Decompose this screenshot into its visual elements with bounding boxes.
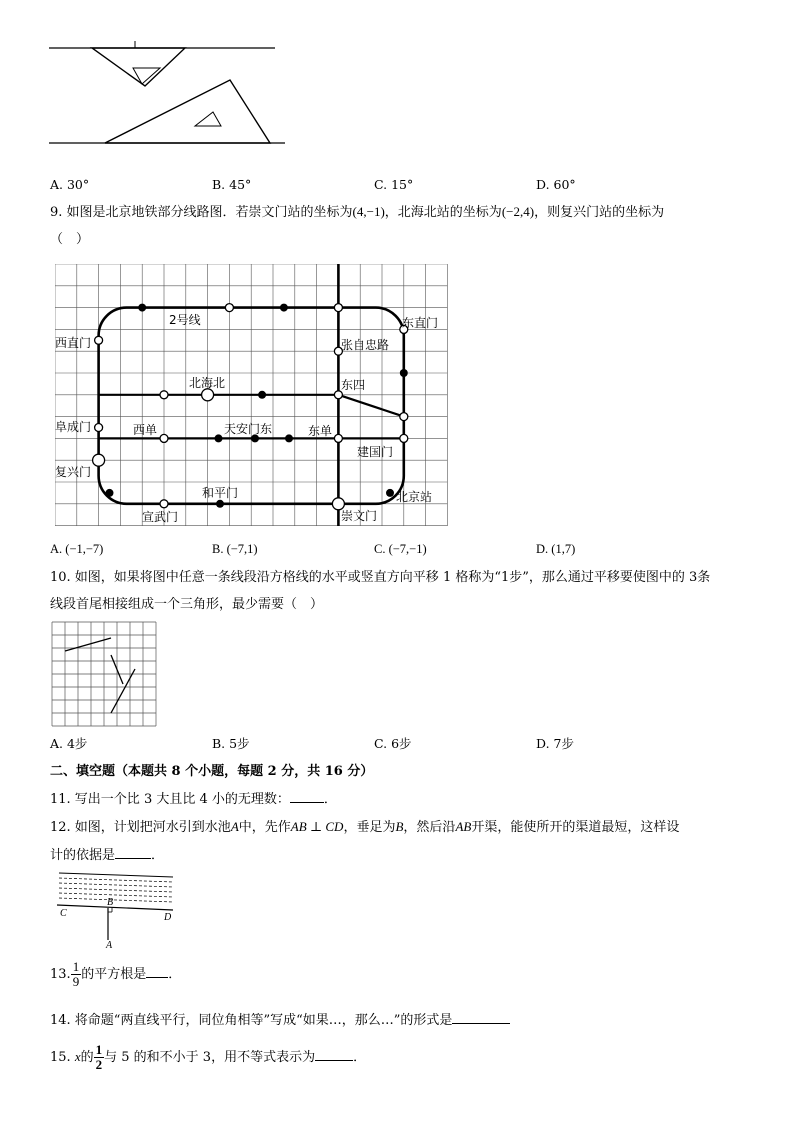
- q9-stem: 9. 如图是北京地铁部分线路图．若崇文门站的坐标为(4,−1)，北海北站的坐标为(−2,4)，则复兴门站的坐标为: [50, 204, 665, 220]
- label-dongzhimen: 东直门: [402, 316, 439, 330]
- q10-stem-line2: 线段首尾相接组成一个三角形，最少需要（ ）: [50, 597, 324, 612]
- section2-heading: 二、填空题（本题共 8 个小题，每题 2 分，共 16 分）: [50, 764, 374, 779]
- q13: 13. $\frac{1}{9}$ 的平方根是 ．: [50, 959, 182, 989]
- label-a: A: [106, 940, 113, 950]
- label-line2: 2号线: [169, 313, 201, 327]
- q8-option-d: D. 60°: [536, 177, 576, 192]
- q12-ab-perp-cd: AB ⊥ CD: [290, 819, 344, 834]
- q11: 11. 写出一个比 3 大且比 4 小的无理数： ．: [50, 792, 337, 807]
- q10-stem-line1: 10. 如图，如果将图中任意一条线段沿方格线的水平或竖直方向平移 1 格称为“1步”，那么通过平移要使图中的 3条: [50, 570, 711, 585]
- q14-answer-blank[interactable]: [452, 1011, 510, 1024]
- label-zhangzizhonglu: 张自忠路: [341, 338, 390, 352]
- q9-stem-line2: （ ）: [50, 232, 90, 247]
- q9-option-c: C. (−7,−1): [374, 542, 427, 556]
- q11-answer-blank[interactable]: [290, 790, 324, 803]
- label-chongwenmen: 崇文门: [341, 509, 378, 523]
- label-xidan: 西单: [133, 423, 158, 437]
- subway-map: [55, 264, 450, 528]
- q14: 14. 将命题“两直线平行，同位角相等”写成“如果…，那么…”的形式是: [50, 1011, 510, 1030]
- label-dongsi: 东四: [341, 378, 366, 392]
- label-fuchengmen: 阜成门: [55, 420, 92, 434]
- set-square-figure: [45, 40, 290, 150]
- river-canal-figure: [55, 870, 180, 950]
- q15-answer-blank[interactable]: [315, 1048, 353, 1061]
- q9-coord-chongwenmen: (4,−1): [352, 204, 385, 219]
- label-c: C: [60, 908, 67, 919]
- label-b: B: [107, 897, 114, 908]
- q15: 15. x的 $\frac{1}{2}$ 与 5 的和不小于 3，用不等式表示为 ．: [50, 1042, 367, 1072]
- q9-option-b: B. (−7,1): [212, 542, 258, 556]
- q9-option-a: A. (−1,−7): [50, 542, 104, 556]
- q10-option-a: A. 4步: [50, 736, 88, 751]
- q10-grid-figure: [51, 621, 157, 727]
- label-xizhimen: 西直门: [55, 336, 92, 350]
- label-tiananmendong: 天安门东: [224, 422, 273, 436]
- q8-option-a: A. 30°: [50, 177, 90, 192]
- q12-line2: 计的依据是 ．: [50, 848, 165, 863]
- q12-answer-blank[interactable]: [115, 846, 151, 859]
- q15-fraction: $\frac{1}{2}$: [95, 1042, 103, 1072]
- q13-fraction: $\frac{1}{9}$: [72, 959, 80, 989]
- q8-option-b: B. 45°: [212, 177, 252, 192]
- label-dongdan: 东单: [308, 424, 333, 438]
- q10-option-c: C. 6步: [374, 736, 412, 751]
- q9-coord-beihaibei: (−2,4): [501, 204, 535, 219]
- label-jianguomen: 建国门: [357, 445, 394, 459]
- label-d: D: [164, 912, 172, 923]
- label-hepingmen: 和平门: [202, 486, 239, 500]
- label-xuanwumen: 宣武门: [142, 510, 179, 524]
- q10-option-b: B. 5步: [212, 736, 250, 751]
- q10-option-d: D. 7步: [536, 736, 574, 751]
- q12-line1: 12. 如图，计划把河水引到水池A中，先作AB ⊥ CD，垂足为B，然后沿AB开渠，能使所开的渠道最短，这样设: [50, 819, 680, 835]
- label-beihaibei: 北海北: [189, 376, 226, 390]
- label-beijingzhan: 北京站: [396, 490, 433, 504]
- q9-option-d: D. (1,7): [536, 542, 576, 556]
- q8-option-c: C. 15°: [374, 177, 414, 192]
- label-fuxingmen: 复兴门: [55, 465, 92, 479]
- q13-answer-blank[interactable]: [146, 965, 168, 978]
